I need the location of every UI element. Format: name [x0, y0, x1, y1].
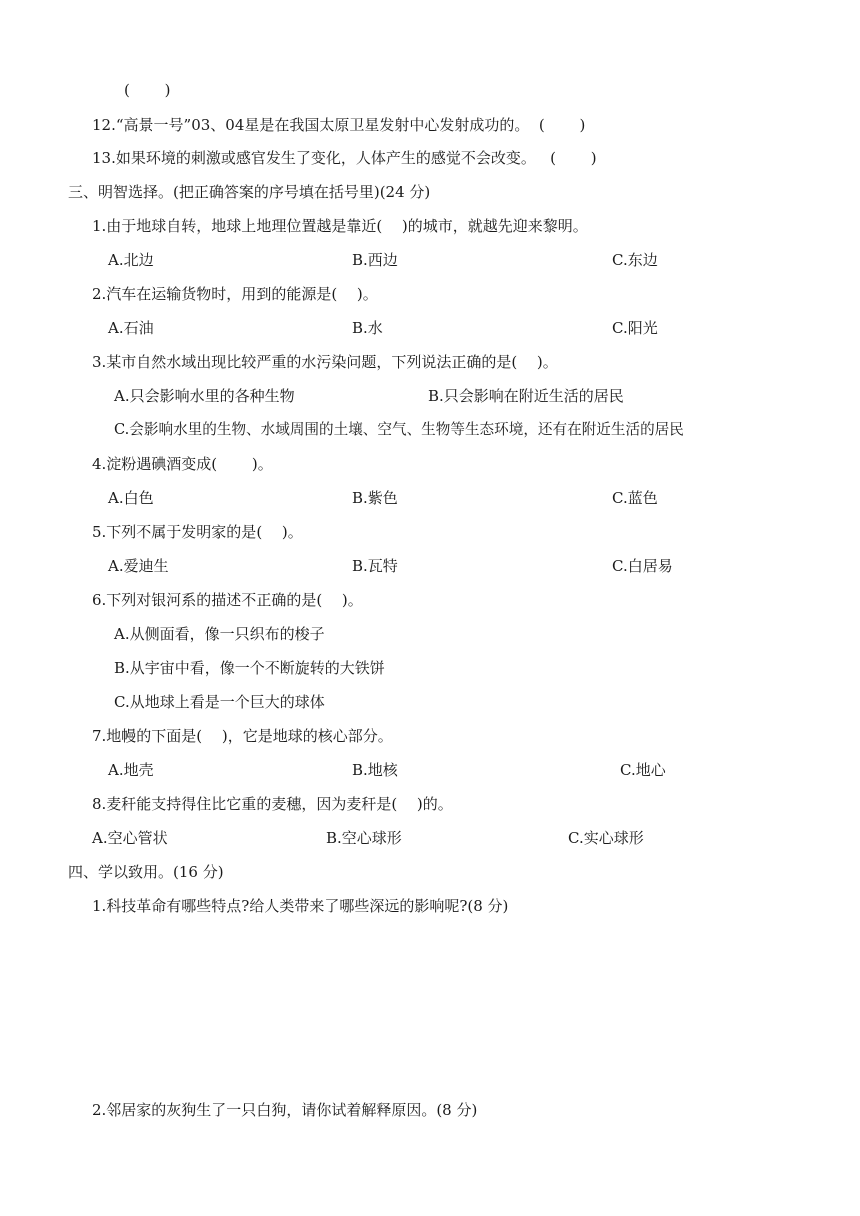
s3-q5-option-a: A.爱迪生: [108, 557, 169, 575]
s4-q1: 1.科技革命有哪些特点?给人类带来了哪些深远的影响呢?(8 分): [92, 897, 509, 915]
s3-q8-stem: 8.麦秆能支持得住比它重的麦穗，因为麦秆是( )的。: [92, 795, 453, 813]
s3-q1-stem: 1.由于地球自转，地球上地理位置越是靠近( )的城市，就越先迎来黎明。: [92, 217, 588, 235]
s3-q6-option-a: A.从侧面看，像一只织布的梭子: [114, 625, 325, 643]
tf-q11-blank: ( ): [124, 81, 171, 99]
s3-q1-option-b: B.西边: [352, 251, 398, 269]
s3-q3-option-c: C.会影响水里的生物、水域周围的土壤、空气、生物等生态环境，还有在附近生活的居民: [114, 421, 684, 438]
s3-q8-option-c: C.实心球形: [568, 829, 644, 847]
s3-q3-option-a: A.只会影响水里的各种生物: [114, 387, 295, 405]
s3-q7-option-c: C.地心: [620, 761, 666, 779]
s3-q6-option-c: C.从地球上看是一个巨大的球体: [114, 693, 325, 711]
s3-q7-stem: 7.地幔的下面是( )，它是地球的核心部分。: [92, 727, 393, 745]
s3-q7-option-b: B.地核: [352, 761, 398, 779]
s3-q8-option-b: B.空心球形: [326, 829, 402, 847]
s3-q4-stem: 4.淀粉遇碘酒变成( )。: [92, 455, 273, 473]
s3-q5-option-b: B.瓦特: [352, 557, 398, 575]
s3-q4-option-b: B.紫色: [352, 489, 398, 507]
s3-q4-option-a: A.白色: [108, 489, 154, 507]
s3-q2-option-c: C.阳光: [612, 319, 658, 337]
s3-q7-option-a: A.地壳: [108, 761, 154, 779]
tf-q13: 13.如果环境的刺激或感官发生了变化，人体产生的感觉不会改变。 ( ): [92, 149, 597, 167]
s3-q3-option-b: B.只会影响在附近生活的居民: [428, 387, 624, 405]
s4-q2: 2.邻居家的灰狗生了一只白狗，请你试着解释原因。(8 分): [92, 1101, 478, 1119]
s3-q1-option-c: C.东边: [612, 251, 658, 269]
s3-q2-option-a: A.石油: [108, 319, 154, 337]
tf-q12: 12.“高景一号”03、04星是在我国太原卫星发射中心发射成功的。 ( ): [92, 116, 586, 134]
s3-q5-stem: 5.下列不属于发明家的是( )。: [92, 523, 303, 541]
s3-q6-stem: 6.下列对银河系的描述不正确的是( )。: [92, 591, 363, 609]
s3-q5-option-c: C.白居易: [612, 557, 673, 575]
s3-q2-option-b: B.水: [352, 319, 383, 337]
section3-title: 三、明智选择。(把正确答案的序号填在括号里)(24 分): [68, 183, 431, 201]
s3-q6-option-b: B.从宇宙中看，像一个不断旋转的大铁饼: [114, 659, 385, 677]
s3-q4-option-c: C.蓝色: [612, 489, 658, 507]
s3-q2-stem: 2.汽车在运输货物时，用到的能源是( )。: [92, 285, 378, 303]
s3-q8-option-a: A.空心管状: [92, 829, 168, 847]
section4-title: 四、学以致用。(16 分): [68, 863, 224, 881]
s3-q1-option-a: A.北边: [108, 251, 154, 269]
s3-q3-stem: 3.某市自然水域出现比较严重的水污染问题，下列说法正确的是( )。: [92, 353, 558, 371]
